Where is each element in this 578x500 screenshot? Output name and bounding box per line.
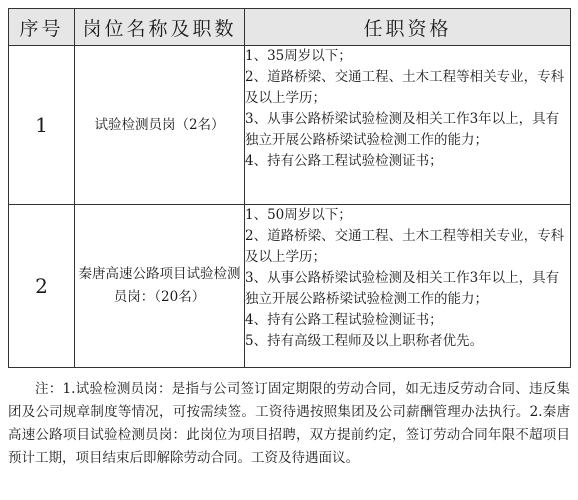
requirement-item: 3、从事公路桥梁试验检测及相关工作3年以上，具有独立开展公路桥梁试验检测工作的能力； [245, 270, 560, 307]
row-number: 2 [9, 205, 75, 368]
requirements-cell [245, 205, 571, 368]
position-name: 秦唐高速公路项目试验检测员岗：（20名） [75, 205, 245, 368]
header-number: 序号 [9, 9, 75, 46]
requirement-item: 2、道路桥梁、交通工程、土木工程等相关专业，专科及以上学历； [245, 69, 565, 106]
table-row [9, 205, 571, 368]
table-header-row [9, 9, 571, 46]
positions-table [8, 8, 571, 368]
requirement-item: 5、持有高级工程师及以上职称者优先。 [245, 333, 484, 349]
position-name: 试验检测员岗（2名） [75, 46, 245, 205]
footnote: 注：1.试验检测员岗：是指与公司签订固定期限的劳动合同，如无违反劳动合同、违反集团及公司规章制度等情况，可按需续签。工资待遇按照集团及公司薪酬管理办法执行。2.秦唐高速公路项目试验检测员岗：此岗位为项目招聘，双方提前约定，签订劳动合同年限不超项目预计工期，项目结束后即解除劳动合同。工资及待遇面议。 [8, 381, 570, 466]
row-number: 1 [9, 46, 75, 205]
requirements-cell [245, 46, 571, 205]
requirement-item: 1、35周岁以下； [245, 48, 352, 64]
requirement-item: 4、持有公路工程试验检测证书； [245, 153, 443, 169]
requirement-item: 4、持有公路工程试验检测证书； [245, 312, 443, 328]
requirement-item: 1、50周岁以下； [245, 207, 352, 223]
header-position: 岗位名称及职数 [75, 9, 245, 46]
requirement-item: 2、道路桥梁、交通工程、土木工程等相关专业，专科及以上学历； [245, 228, 565, 265]
header-requirements: 任职资格 [245, 9, 571, 46]
table-row [9, 46, 571, 205]
requirement-item: 3、从事公路桥梁试验检测及相关工作3年以上，具有独立开展公路桥梁试验检测工作的能力； [245, 111, 560, 148]
